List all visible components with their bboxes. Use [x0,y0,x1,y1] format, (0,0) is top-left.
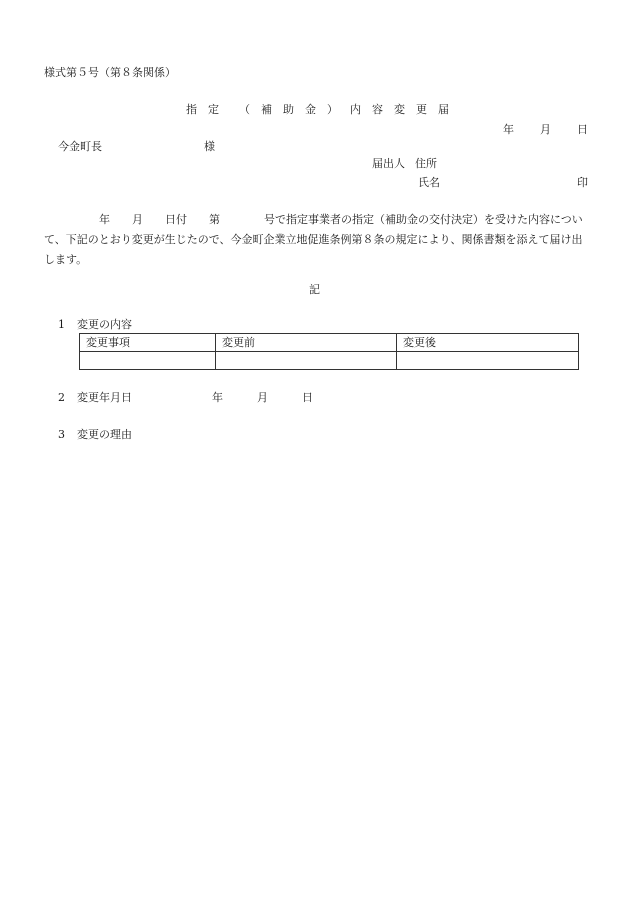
header-after: 変更後 [397,334,579,352]
section-2-label: 変更年月日 [77,391,132,404]
table-row [80,352,579,370]
date-year: 年 [503,123,514,136]
header-before: 変更前 [216,334,397,352]
cell-before[interactable] [216,352,397,370]
section-3-number: 3 [58,428,65,441]
ki-heading: 記 [309,283,320,296]
section-3-heading [58,428,132,442]
applicant-label: 届出人 [372,157,405,170]
section-2-number: 2 [58,391,65,404]
change-date-month: 月 [257,391,268,404]
table-header-row [80,334,579,352]
header-change-item: 変更事項 [80,334,216,352]
address-label: 住所 [415,157,437,170]
title-part-change-notice: 内 容 変 更 届 [350,103,449,116]
date-month: 月 [540,123,551,136]
body-paragraph: 年 月 日付 第 号で指定事業者の指定（補助金の交付決定）を受けた内容について、下記のとおり変更が生じたので、今金町企業立地促進条例第８条の規定により、関係書類を添えて届け出します。 [44,213,583,266]
document-title [186,103,449,117]
addressee-name: 今金町長 [58,140,102,153]
applicant-address-line [372,157,437,171]
change-date-year: 年 [212,391,223,404]
change-date [212,391,313,405]
section-3-label: 変更の理由 [77,428,132,441]
section-1-number: 1 [58,318,65,331]
section-1-heading [58,318,132,332]
section-2-heading [58,391,313,405]
title-part-designation: 指 定 [186,103,219,116]
changes-table [79,333,579,370]
applicant-name-label: 氏名 [418,176,440,189]
addressee-honorific: 様 [204,140,215,153]
seal-mark: 印 [577,176,588,189]
cell-after[interactable] [397,352,579,370]
cell-change-item[interactable] [80,352,216,370]
change-date-day: 日 [302,391,313,404]
submission-date [503,123,588,137]
form-number: 様式第５号（第８条関係） [44,66,176,79]
date-day: 日 [577,123,588,136]
section-1-label: 変更の内容 [77,318,132,331]
addressee [58,140,215,154]
title-part-subsidy: （ 補 助 金 ） [239,103,338,116]
